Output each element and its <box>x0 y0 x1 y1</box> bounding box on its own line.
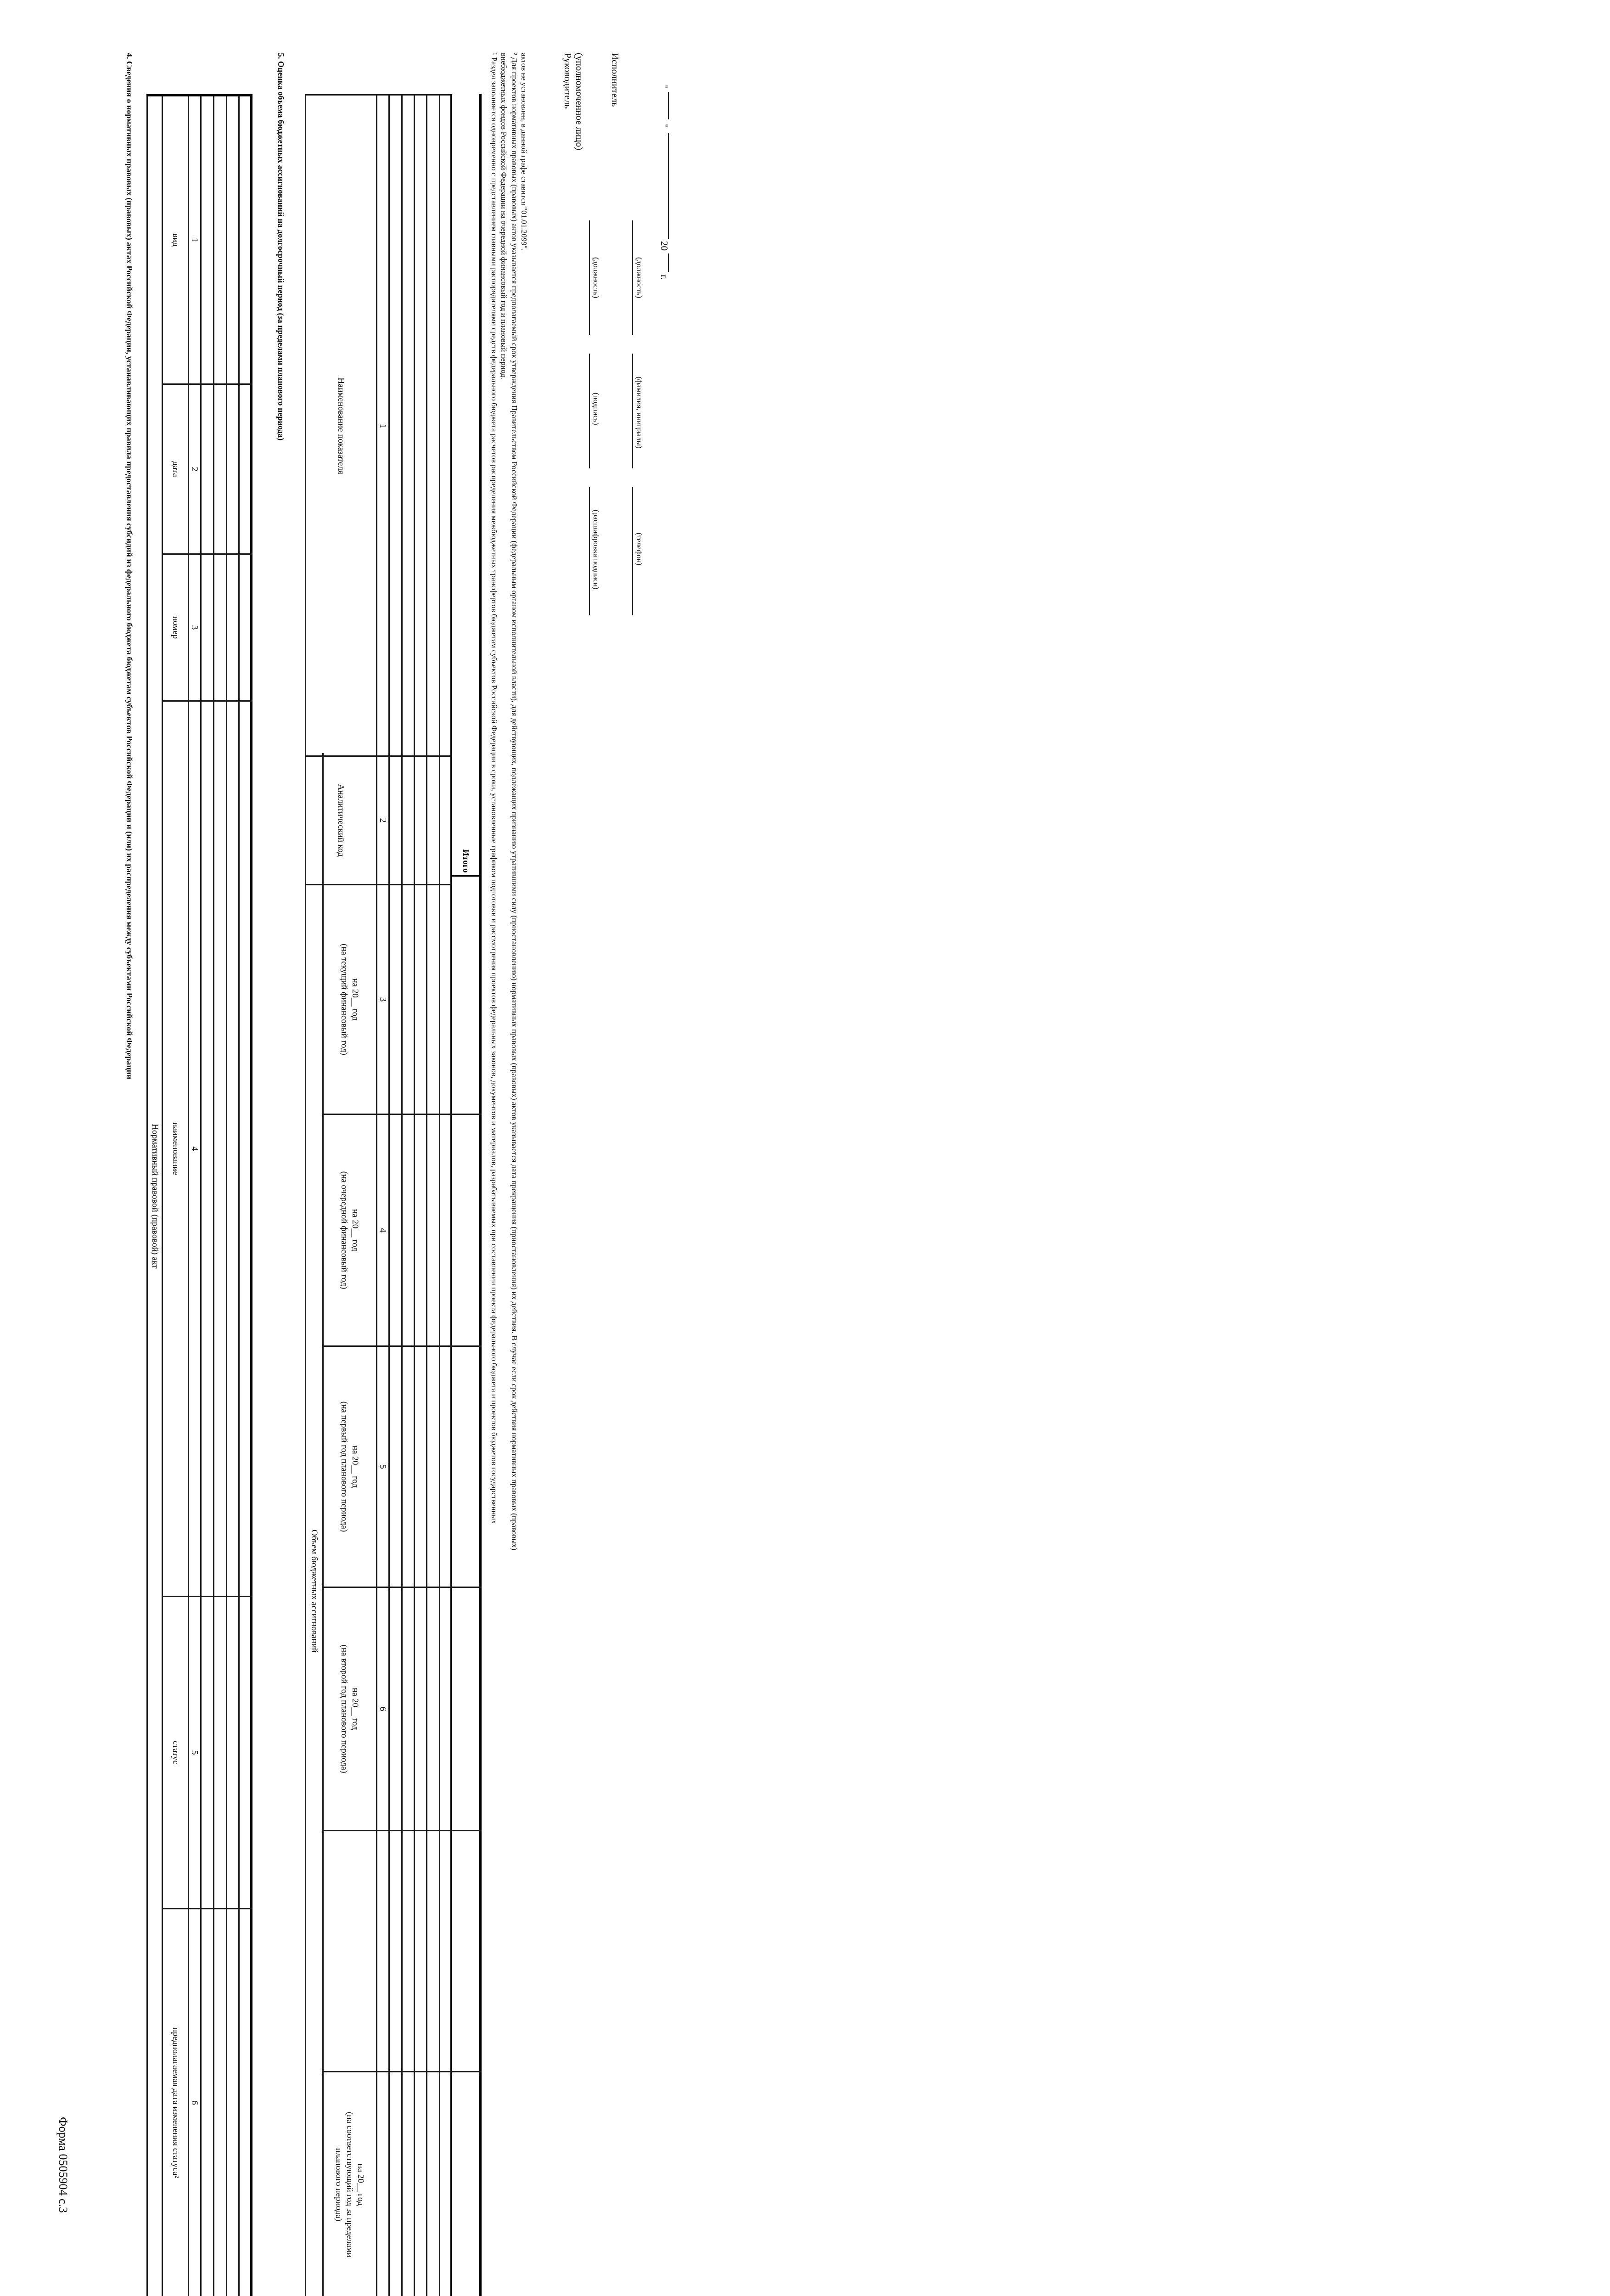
s5-num-4: 4 <box>378 1228 388 1232</box>
s5-period-3: на 20__ год (на первый год планового периода) <box>339 1401 360 1532</box>
s5-col-name: Наименование показателя <box>336 377 346 474</box>
exec-cap-position: (должность) <box>635 257 644 298</box>
s5-num-1: 1 <box>378 423 388 428</box>
s5-num-6: 6 <box>378 1706 388 1711</box>
s4-col-date: дата <box>171 461 180 477</box>
s5-period-1: на 20__ год (на текущий финансовый год) <box>339 944 360 1055</box>
s5-num-2: 2 <box>378 818 388 823</box>
footnote-2-line-1: ² Для проектов нормативных правовых (правовых) актов указывается предполагаемый срок утверждения Правительством Российской Федерации (федеральным органом исполнительной власти), для действующих, подлежащих признанию утратившими силу (приостановлению) нормативных правовых (правовых) актов указывается дата прекращения (приостановления) их действия. В случае если срок действия нормативных правовых (правовых) <box>510 53 519 1551</box>
s5-col-code: Аналитический код <box>336 784 346 857</box>
section4-group-header: Нормативный правовой (правовой) акт <box>150 1124 160 1269</box>
exec-label: Исполнитель <box>610 53 621 107</box>
exec-cap-name: (фамилия, инициалы) <box>635 377 644 449</box>
s4-num-3: 3 <box>190 625 200 630</box>
s4-col-vid: вид <box>171 233 180 247</box>
s5-num-5: 5 <box>378 1464 388 1469</box>
footnote-1-line-1: ¹ Раздел заполняется одновременно с представлением главными распорядителями средств федерального бюджета расчетов распределения межбюджетных трансфертов бюджетам субъектов Российской Федерации в сроки, установленные графиком подготовки и рассмотрения проектов федеральных законов, документов и материалов, разрабатываемых при составлении проекта федерального бюджета и проектов бюджетов государственных <box>490 53 499 1524</box>
footnote-2-line-2: актов не установлен, в данной графе ставится "01.01.2099". <box>520 53 528 251</box>
head-label-1: Руководитель <box>562 53 573 109</box>
s4-num-6: 6 <box>190 2100 200 2105</box>
s4-num-5: 5 <box>190 1750 200 1755</box>
s4-col-name: наименование <box>171 1122 180 1175</box>
s5-period-5: на 20__ год (на соответствующий год за пределами планового периода) <box>334 2112 365 2257</box>
s4-col-status-date: предполагаемая дата изменения статуса² <box>171 2027 180 2178</box>
s4-num-1: 1 <box>190 237 200 242</box>
footnote-1-line-2: внебюджетных фондов Российской Федерации на очередной финансовый год и плановый период. <box>499 53 508 379</box>
s4-num-2: 2 <box>190 467 200 472</box>
head-cap-signature: (подпись) <box>592 393 600 425</box>
s5-num-3: 3 <box>378 997 388 1002</box>
s5-period-2: на 20__ год (на очередной финансовый год) <box>339 1171 360 1289</box>
s5-period-4: на 20__ год (на второй год планового периода) <box>339 1644 360 1773</box>
head-cap-decode: (расшифровка подписи) <box>592 510 600 590</box>
section5-title: 5. Оценка объема бюджетных ассигнований на долгосрочный период (за пределами планового периода) <box>276 53 286 441</box>
exec-cap-phone: (телефон) <box>635 533 644 566</box>
s5-group-header: Объем бюджетных ассигнований <box>309 1530 320 1653</box>
s4-col-status: статус <box>171 1741 180 1764</box>
section4-title: 4. Сведения о нормативных правовых (правовых) актах Российской Федерации, устанавливающих правила предоставления субсидий из федерального бюджета бюджетам субъектов Российской Федерации и (или) их распределения между субъектами Российской Федерации <box>125 53 134 1080</box>
head-label-2: (уполномоченное лицо) <box>574 53 585 151</box>
s5-total-label: Итого <box>461 849 471 873</box>
rotated-sheet: Форма 0505904 с.3 4. Сведения о нормативных правовых (правовых) актах Российской Федерации, устанавливающих правила предоставления субсидий из федерального бюджета бюджетам субъектов Российской Федерации и (или) их распределения между субъектами Российской Федерации Нормативный правовой (правовой) акт вид дата номер наименование статус предполагаемая дата изменения статуса² 1 2 3 4 5 6 5. Оценка объема бюджетных ассигнований на долгосрочный период (за пределами планового периода) Наименование показателя Аналитический код Объем бюджетных ассигнований на 20__ год (на текущий финансовый год) на 20__ год (на очередной финансовый год) на 20__ год (на первый год планового периода) на 20__ год (на второй год планового периода) на 20__ год (на соответствующий год за пределами планового периода) 1 2 3 4 5 6 Итого ¹ Раздел заполняется одновременно с представлением главными распорядителями средств федерального бюджета расчетов распределения межбюджетных трансфертов бюджетам субъектов Российской Федерации в сроки, установленные графиком подготовки и рассмотрения проектов федеральных законов, документов и материалов, разрабатываемых при составлении проекта федерального бюджета и проектов бюджетов государственных внебюджетных фондов Российской Федерации на очередной финансовый год и плановый период. ² Для проектов нормативных правовых (правовых) актов указывается предполагаемый срок утверждения Правительством Российской Федерации (федеральным органом исполнительной власти), для действующих, подлежащих признанию утратившими силу (приостановлению) нормативных правовых (правовых) актов указывается дата прекращения (приостановления) их действия. В случае если срок действия нормативных правовых (правовых) актов не установлен, в данной графе ставится "01.01.2099". Руководитель (уполномоченное лицо) (должность) (подпись) (расшифровка подписи) Исполнитель (должность) (фамилия, инициалы) (телефон) " " 20 г. <box>0 0 1610 2296</box>
s4-col-number: номер <box>171 616 180 639</box>
s4-num-4: 4 <box>190 1146 200 1151</box>
form-label: Форма 0505904 с.3 <box>56 2117 70 2213</box>
head-cap-position: (должность) <box>592 257 600 298</box>
